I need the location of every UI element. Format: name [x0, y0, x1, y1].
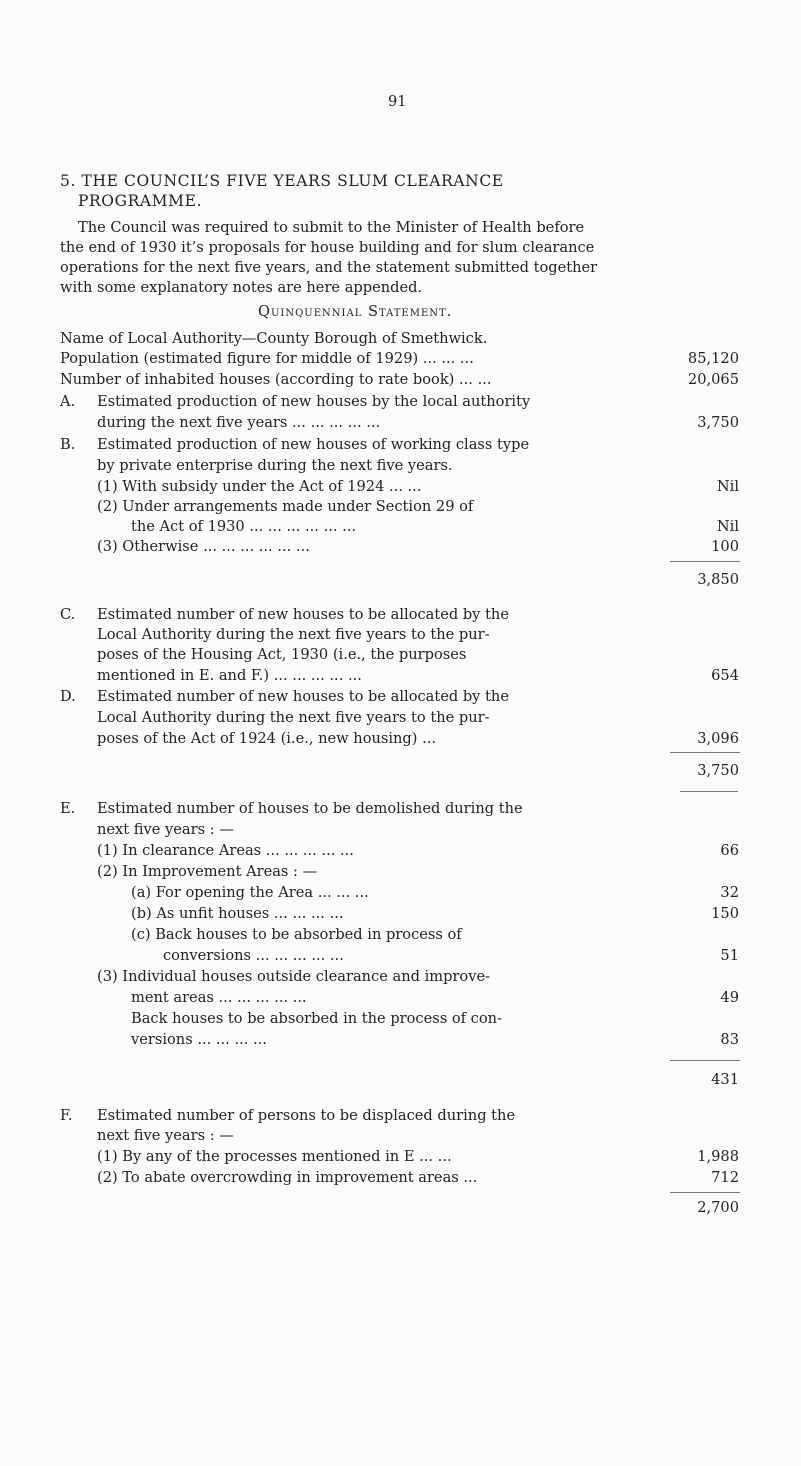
- authority-name: Name of Local Authority—County Borough of Smethwick.: [60, 330, 488, 347]
- intro-line-4: with some explanatory notes are here appended.: [60, 279, 423, 296]
- section-e-back-houses: Back houses to be absorbed in the process of con-: [131, 1010, 502, 1027]
- rule-d-bottom: [680, 791, 738, 792]
- section-e-item-3-value: 49: [720, 989, 739, 1006]
- section-f-line-2: next five years : —: [97, 1127, 234, 1144]
- section-a-line-1: Estimated production of new houses by the local authority: [97, 393, 531, 410]
- houses-value: 20,065: [687, 371, 739, 388]
- section-b-item-1-value: Nil: [716, 478, 739, 495]
- section-e-letter: E.: [60, 800, 76, 817]
- rule-b: [670, 561, 740, 562]
- section-b-item-3: (3) Otherwise ... ... ... ... ... ...: [97, 538, 310, 555]
- population-value: 85,120: [687, 350, 739, 367]
- section-e-item-2b: (b) As unfit houses ... ... ... ...: [131, 905, 344, 922]
- section-d-line-1: Estimated number of new houses to be allocated by the: [97, 688, 509, 705]
- section-e-line-2: next five years : —: [97, 821, 234, 838]
- section-b-item-1: (1) With subsidy under the Act of 1924 ... ...: [97, 478, 422, 495]
- section-d-value: 3,096: [697, 730, 739, 747]
- section-e-item-3-cont: ment areas ... ... ... ... ...: [131, 989, 307, 1006]
- section-d-total: 3,750: [697, 762, 739, 779]
- section-a-letter: A.: [60, 393, 76, 410]
- statement-title: Quinquennial Statement.: [258, 303, 453, 320]
- section-a-line-2: during the next five years ... ... ... ... ...: [97, 414, 381, 431]
- rule-f: [670, 1192, 740, 1193]
- section-b-item-2: (2) Under arrangements made under Section 29 of: [97, 498, 474, 515]
- section-e-item-2a: (a) For opening the Area ... ... ...: [131, 884, 369, 901]
- section-e-back-houses-value: 83: [720, 1031, 739, 1048]
- rule-e: [670, 1060, 740, 1061]
- heading-line-1: 5. THE COUNCIL’S FIVE YEARS SLUM CLEARANCE: [60, 172, 504, 190]
- houses-label: Number of inhabited houses (according to rate book) ... ...: [60, 371, 492, 388]
- section-f-item-2: (2) To abate overcrowding in improvement areas ...: [97, 1169, 478, 1186]
- section-e-back-houses-cont: versions ... ... ... ...: [131, 1031, 267, 1048]
- section-b-letter: B.: [60, 436, 76, 453]
- section-e-item-3: (3) Individual houses outside clearance and improve-: [97, 968, 491, 985]
- intro-line-2: the end of 1930 it’s proposals for house building and for slum clearance: [60, 239, 595, 256]
- section-c-line-3: poses of the Housing Act, 1930 (i.e., the purposes: [97, 646, 467, 663]
- section-e-item-2c-cont: conversions ... ... ... ... ...: [163, 947, 344, 964]
- section-f-line-1: Estimated number of persons to be displaced during the: [97, 1107, 516, 1124]
- section-f-item-1: (1) By any of the processes mentioned in E ... ...: [97, 1148, 452, 1165]
- section-e-item-2b-value: 150: [711, 905, 739, 922]
- section-e-total: 431: [711, 1071, 739, 1088]
- page-number: 91: [388, 93, 407, 110]
- heading-line-2: PROGRAMME.: [78, 192, 203, 210]
- section-f-item-2-value: 712: [711, 1169, 739, 1186]
- section-d-line-3: poses of the Act of 1924 (i.e., new housing) ...: [97, 730, 437, 747]
- section-e-item-2c-value: 51: [720, 947, 739, 964]
- section-b-line-2: by private enterprise during the next five years.: [97, 457, 453, 474]
- section-e-item-1-value: 66: [720, 842, 739, 859]
- section-b-item-3-value: 100: [711, 538, 739, 555]
- section-b-item-2-value: Nil: [716, 518, 739, 535]
- section-d-letter: D.: [60, 688, 76, 705]
- section-b-line-1: Estimated production of new houses of working class type: [97, 436, 530, 453]
- intro-line-3: operations for the next five years, and the statement submitted together: [60, 259, 598, 276]
- section-b-total: 3,850: [697, 571, 739, 588]
- section-c-line-4: mentioned in E. and F.) ... ... ... ... ...: [97, 667, 362, 684]
- section-e-item-2c: (c) Back houses to be absorbed in process of: [131, 926, 462, 943]
- section-c-letter: C.: [60, 606, 76, 623]
- section-c-line-1: Estimated number of new houses to be allocated by the: [97, 606, 509, 623]
- section-e-item-1: (1) In clearance Areas ... ... ... ... ...: [97, 842, 354, 859]
- section-d-line-2: Local Authority during the next five years to the pur-: [97, 709, 490, 726]
- section-a-value: 3,750: [697, 414, 739, 431]
- section-c-value: 654: [711, 667, 739, 684]
- section-b-item-2-cont: the Act of 1930 ... ... ... ... ... ...: [131, 518, 357, 535]
- intro-line-1: The Council was required to submit to the Minister of Health before: [78, 219, 585, 236]
- section-f-letter: F.: [60, 1107, 73, 1124]
- section-f-total: 2,700: [697, 1199, 739, 1216]
- section-c-line-2: Local Authority during the next five years to the pur-: [97, 626, 490, 643]
- section-f-item-1-value: 1,988: [697, 1148, 739, 1165]
- section-e-item-2a-value: 32: [720, 884, 739, 901]
- rule-d: [670, 752, 740, 753]
- section-e-line-1: Estimated number of houses to be demolished during the: [97, 800, 523, 817]
- population-label: Population (estimated figure for middle of 1929) ... ... ...: [60, 350, 474, 367]
- section-e-item-2: (2) In Improvement Areas : —: [97, 863, 318, 880]
